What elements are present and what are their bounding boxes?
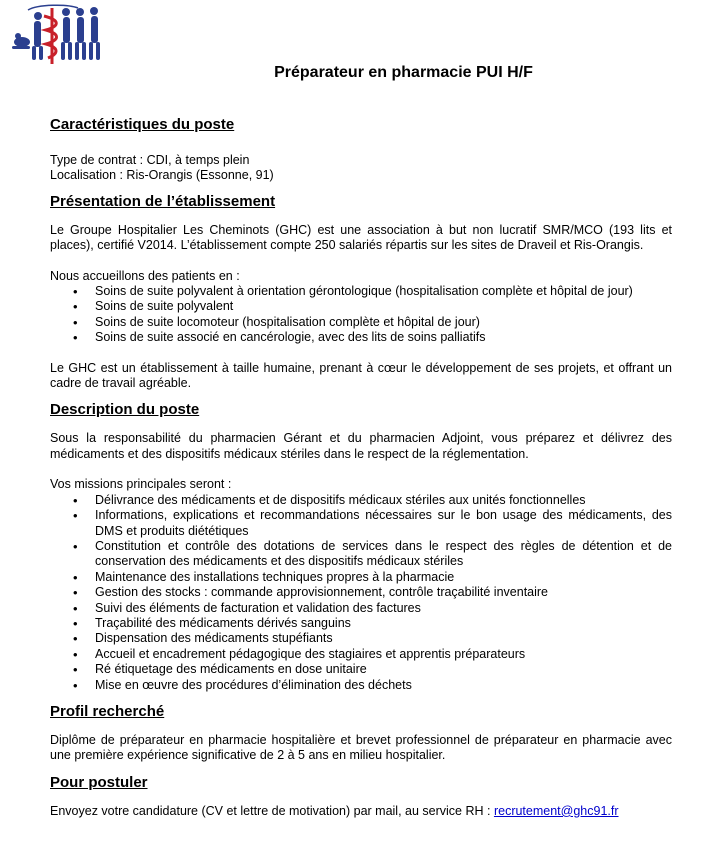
list-item: • Délivrance des médicaments et de dispositifs médicaux stériles aux unités fonctionnelles: [95, 493, 672, 508]
patients-list: [50, 284, 672, 346]
postuler-text: Envoyez votre candidature (CV et lettre de motivation) par mail, au service RH :: [50, 803, 494, 818]
postuler-paragraph: [50, 804, 672, 819]
list-item: • Traçabilité des médicaments dérivés sanguins: [95, 616, 672, 631]
list-item: • Maintenance des installations techniques propres à la pharmacie: [95, 570, 672, 585]
list-item: • Soins de suite polyvalent: [95, 299, 672, 314]
section-heading-profil: Profil recherché: [50, 702, 165, 720]
list-item: • Ré étiquetage des médicaments en dose unitaire: [95, 662, 672, 677]
section-heading-presentation: Présentation de l’établissement: [50, 192, 276, 210]
section-heading-caracteristiques: Caractéristiques du poste: [50, 116, 235, 133]
presentation-paragraph: Le Groupe Hospitalier Les Cheminots (GHC) est une association à but non lucratif SMR/MCO (193 lits et places), certifié V2014. L’établissement compte 250 salariés répartis sur les sites de Draveil et Ris-Orangis.: [50, 222, 672, 253]
location: Localisation : Ris-Orangis (Essonne, 91): [50, 168, 274, 183]
description-paragraph: Sous la responsabilité du pharmacien Gérant et du pharmacien Adjoint, vous préparez et délivrez des médicaments et des dispositifs médicaux stériles dans le respect de la réglementation.: [50, 431, 672, 461]
list-item: • Soins de suite polyvalent à orientation gérontologique (hospitalisation complète et hôpital de jour): [95, 284, 672, 299]
list-item: • Soins de suite associé en cancérologie, avec des lits de soins palliatifs: [95, 330, 672, 345]
list-item: • Dispensation des médicaments stupéfiants: [95, 631, 672, 646]
missions-list: [50, 493, 672, 693]
ghc-logo: [8, 2, 108, 68]
email-link[interactable]: recrutement@ghc91.fr: [493, 803, 619, 818]
list-item: • Accueil et encadrement pédagogique des stagiaires et apprentis préparateurs: [95, 647, 672, 662]
section-heading-postuler: Pour postuler: [50, 773, 148, 791]
profil-paragraph: Diplôme de préparateur en pharmacie hospitalière et brevet professionnel de préparateur en pharmacie avec une première expérience significative de 2 à 5 ans en milieu hospitalier.: [50, 732, 672, 763]
page-title: Préparateur en pharmacie PUI H/F: [274, 64, 533, 81]
list-item: • Informations, explications et recommandations nécessaires sur le bon usage des médicaments, des DMS et produits diététiques: [95, 508, 672, 539]
list-item: • Soins de suite locomoteur (hospitalisation complète et hôpital de jour): [95, 315, 672, 330]
list-item: • Suivi des éléments de facturation et validation des factures: [95, 601, 672, 616]
list-item: • Mise en œuvre des procédures d’élimination des déchets: [95, 678, 672, 693]
list-item: • Gestion des stocks : commande approvisionnement, contrôle traçabilité inventaire: [95, 585, 672, 600]
missions-intro: Vos missions principales seront :: [50, 477, 232, 492]
section-heading-description: Description du poste: [50, 401, 200, 419]
document-body: [50, 116, 672, 819]
list-item: • Constitution et contrôle des dotations de services dans le respect des règles de détention et de conservation des médicaments et des dispositifs médicaux stériles: [95, 539, 672, 570]
contract-type: Type de contrat : CDI, à temps plein: [50, 153, 250, 167]
patients-intro: Nous accueillons des patients en :: [50, 268, 240, 283]
ghc-paragraph: Le GHC est un établissement à taille humaine, prenant à cœur le développement de ses projets, et offrant un cadre de travail agréable.: [50, 360, 672, 391]
